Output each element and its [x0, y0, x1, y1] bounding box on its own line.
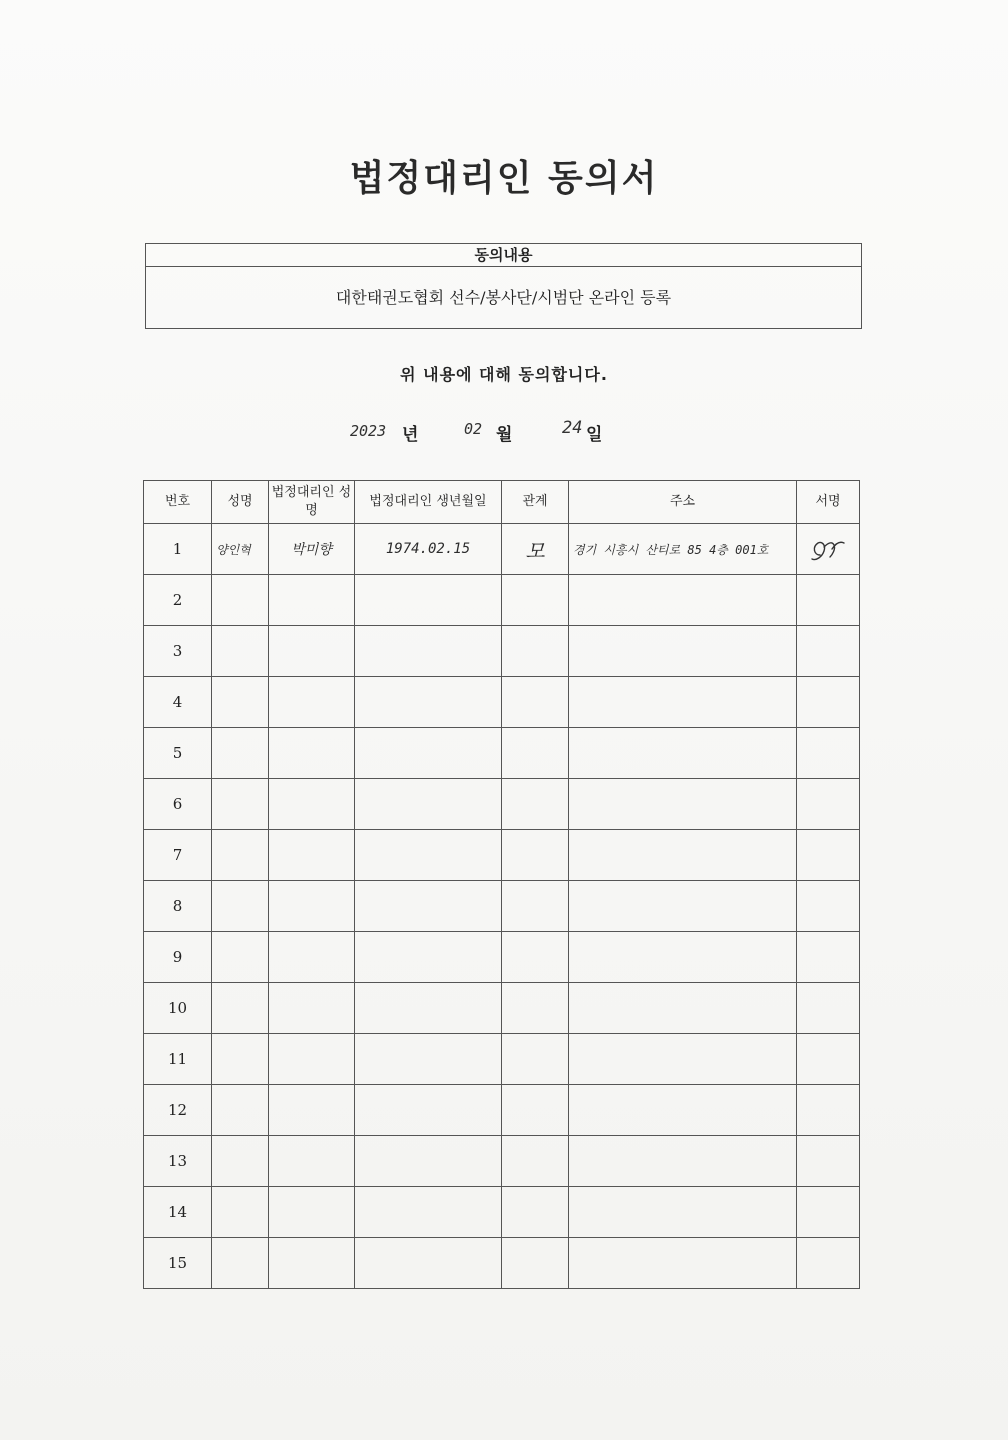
table-row: [144, 575, 860, 626]
table-row: [144, 1136, 860, 1187]
table-row: [144, 881, 860, 932]
consent-box: [145, 243, 862, 329]
date-day: 24: [562, 418, 583, 438]
date-year-unit: 년: [402, 425, 419, 445]
row-no: 5: [144, 728, 212, 779]
row-no: 1: [144, 524, 212, 575]
header-guardian-birth: 법정대리인 생년월일: [355, 481, 502, 524]
row-no: 13: [144, 1136, 212, 1187]
row-no: 8: [144, 881, 212, 932]
date-month: 02: [464, 420, 483, 438]
row-guardian-birth: 1974.02.15: [355, 524, 502, 575]
row-name: 양인혁: [212, 524, 269, 575]
row-no: 10: [144, 983, 212, 1034]
table-row: [144, 728, 860, 779]
table-row: [144, 1085, 860, 1136]
row-no: 11: [144, 1034, 212, 1085]
row-no: 12: [144, 1085, 212, 1136]
header-relation: 관계: [502, 481, 569, 524]
table-header-row: [144, 481, 860, 524]
row-address: 경기 시흥시 산티로 85 4층 001호: [569, 524, 797, 575]
row-relation: 모: [502, 524, 569, 575]
consent-body: 대한태권도협회 선수/봉사단/시범단 온라인 등록: [335, 288, 672, 307]
table-row: [144, 626, 860, 677]
table-row: [144, 1187, 860, 1238]
row-no: 14: [144, 1187, 212, 1238]
header-name: 성명: [212, 481, 269, 524]
row-no: 4: [144, 677, 212, 728]
header-guardian-name: 법정대리인 성명: [269, 481, 355, 524]
table-row: [144, 677, 860, 728]
table-row: [144, 932, 860, 983]
guardian-table: [143, 480, 860, 1289]
header-no: 번호: [144, 481, 212, 524]
date-row: [340, 416, 640, 446]
row-no: 9: [144, 932, 212, 983]
table-row: [144, 1034, 860, 1085]
table-row: [144, 779, 860, 830]
date-year: 2023: [350, 422, 387, 440]
table-row: [144, 830, 860, 881]
row-no: 2: [144, 575, 212, 626]
table-row: [144, 983, 860, 1034]
row-signature: [797, 524, 860, 575]
row-no: 15: [144, 1238, 212, 1289]
table-row: [144, 1238, 860, 1289]
row-no: 7: [144, 830, 212, 881]
header-signature: 서명: [797, 481, 860, 524]
row-guardian-name: 박미향: [269, 524, 355, 575]
table-row: [144, 524, 860, 575]
agreement-statement: 위 내용에 대해 동의합니다.: [400, 365, 608, 384]
date-month-unit: 월: [496, 425, 513, 445]
row-no: 3: [144, 626, 212, 677]
date-day-unit: 일: [586, 425, 603, 445]
document-title: 법정대리인 동의서: [349, 157, 659, 199]
handwritten-signature-icon: [806, 533, 850, 565]
row-no: 6: [144, 779, 212, 830]
header-address: 주소: [569, 481, 797, 524]
consent-header: 동의내용: [146, 244, 861, 267]
